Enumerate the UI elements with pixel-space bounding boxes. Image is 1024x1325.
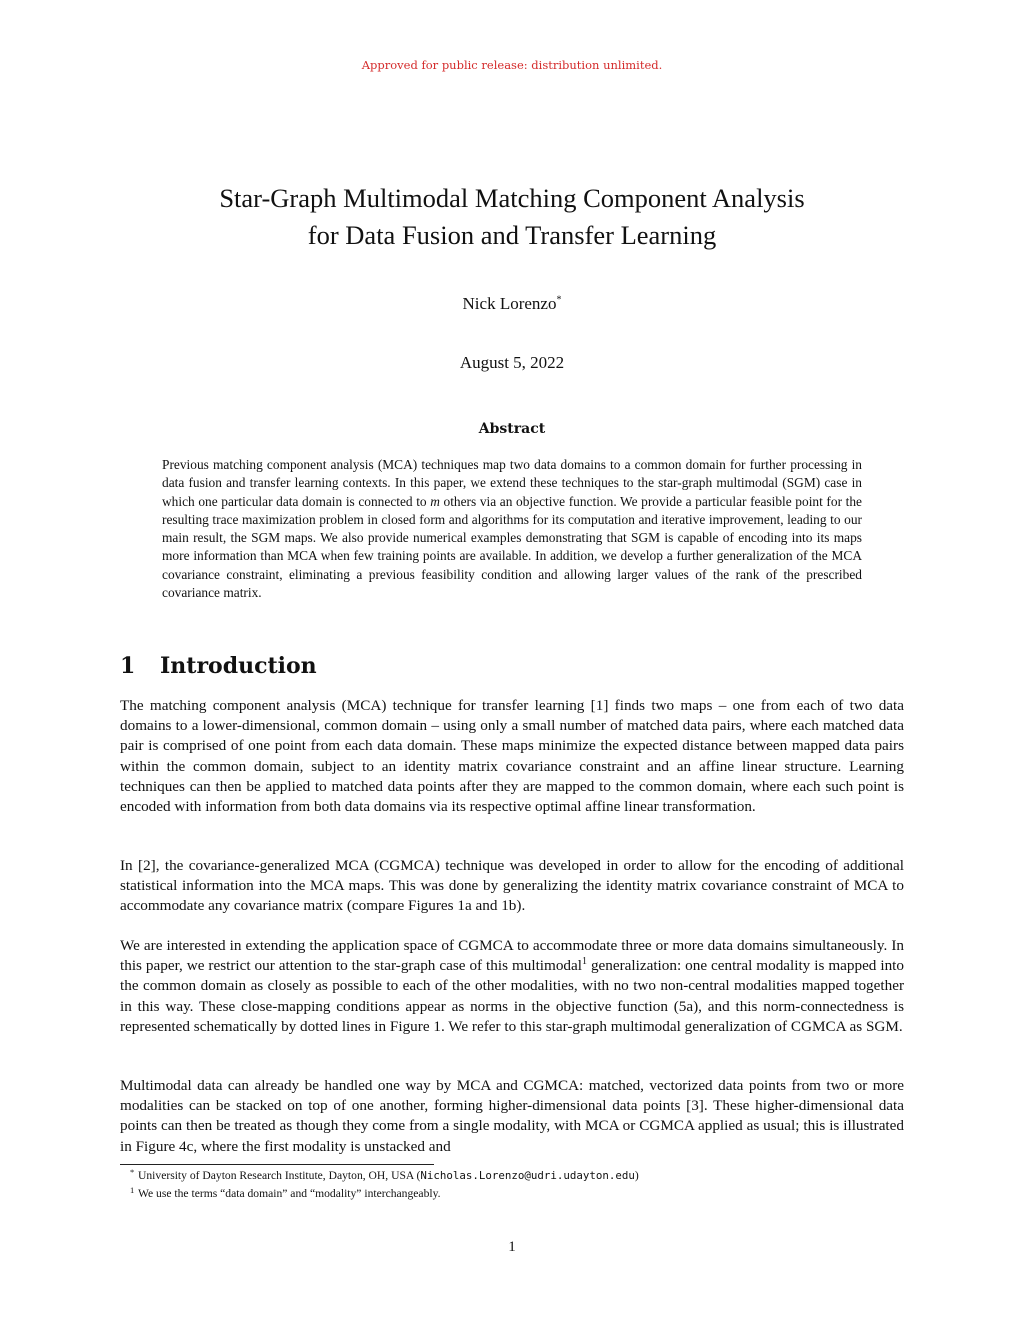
author: [0, 294, 1024, 314]
abstract-text: [162, 456, 862, 602]
footnote-1-close: ): [634, 1169, 639, 1182]
abstract-part-1: Previous matching component analysis (MCA) techniques map two data domains to a common domain for further processing in data fusion and transfer learning contexts. In this paper, we extend these techniques to the star-graph multimodal (SGM) case in which one particular data domain is connected to: [162, 457, 862, 509]
paper-title: [0, 180, 1024, 254]
date: August 5, 2022: [459, 353, 565, 372]
paragraph-3-part-2: generalization: one central modality is mapped into the common domain as closely as possible to each of the other modalities, with no two non-central modalities mapped together in this way. These close-mapping conditions appear as norms in the objective function (5a), and this norm-connectedness is represented schematically by dotted lines in Figure 1. We refer to this star-graph multimodal generalization of CGMCA as SGM.: [120, 957, 904, 1035]
paragraph-4: Multimodal data can already be handled one way by MCA and CGMCA: matched, vectorized data points from two or more modalities can be stacked on top of one another, forming higher-dimensional data points [3]. These higher-dimensional data points can then be treated as though they come from a single modality, with MCA or CGMCA applied as usual; this is illustrated in Figure 4c, where the first modality is unstacked and: [120, 1077, 904, 1155]
footnote-2: [130, 1185, 918, 1202]
author-name: Nick Lorenzo: [462, 294, 557, 313]
title-line-2: for Data Fusion and Transfer Learning: [307, 220, 717, 250]
footnote-1-mark: *: [130, 1167, 135, 1177]
abstract-heading: Abstract: [478, 421, 546, 437]
abstract-variable: m: [430, 493, 440, 509]
section-number: 1: [120, 653, 136, 679]
page-number: 1: [508, 1239, 516, 1255]
title-line-1: Star-Graph Multimodal Matching Component Analysis: [219, 183, 805, 213]
footnote-2-mark: 1: [130, 1185, 135, 1195]
section-title: Introduction: [160, 653, 317, 679]
footnote-1-text: University of Dayton Research Institute, Dayton, OH, USA (: [138, 1169, 421, 1182]
paragraph-3-part-1: We are interested in extending the application space of CGMCA to accommodate three or more data domains simultaneously. In this paper, we restrict our attention to the star-graph case of this multimodal: [120, 937, 904, 975]
section-heading: [120, 653, 317, 679]
paragraph-1: The matching component analysis (MCA) technique for transfer learning [1] finds two maps – one from each of two data domains to a lower-dimensional, common domain – using only a small number of matched data pairs, where each matched data pair is comprised of one point from each data domain. These maps minimize the expected distance between mapped data pairs within the common domain, subject to an identity matrix covariance constraint and an affine linear structure. Learning techniques can then be applied to matched data points after they are mapped to the common domain, where each such point is encoded with information from both data domains via its respective optimal affine linear transformation.: [120, 697, 904, 816]
footnote-rule: [120, 1164, 434, 1165]
paragraph-2: In [2], the covariance-generalized MCA (CGMCA) technique was developed in order to allow for the encoding of additional statistical information into the MCA maps. This was done by generalizing the identity matrix covariance constraint of MCA to accommodate any covariance matrix (compare Figures 1a and 1b).: [120, 857, 904, 915]
footnote-2-text: We use the terms “data domain” and “modality” interchangeably.: [138, 1187, 441, 1200]
paragraph-3: [120, 936, 904, 1037]
release-notice: Approved for public release: distribution unlimited.: [361, 58, 663, 72]
author-footnote-mark: *: [556, 294, 562, 306]
abstract-part-2: others via an objective function. We provide a particular feasible point for the resulting trace maximization problem in closed form and algorithms for its computation and iterative improvement, leading to our main result, the SGM maps. We also provide numerical examples demonstrating that SGM is capable of encoding into its maps more information than MCA when few training points are available. In addition, we develop a further generalization of the MCA covariance constraint, eliminating a previous feasibility condition and allowing larger values of the rank of the prescribed covariance matrix.: [162, 493, 862, 601]
footnote-ref-1: 1: [581, 956, 587, 968]
footnote-1-email[interactable]: Nicholas.Lorenzo@udri.udayton.edu: [420, 1169, 635, 1182]
footnote-1: [130, 1167, 918, 1184]
